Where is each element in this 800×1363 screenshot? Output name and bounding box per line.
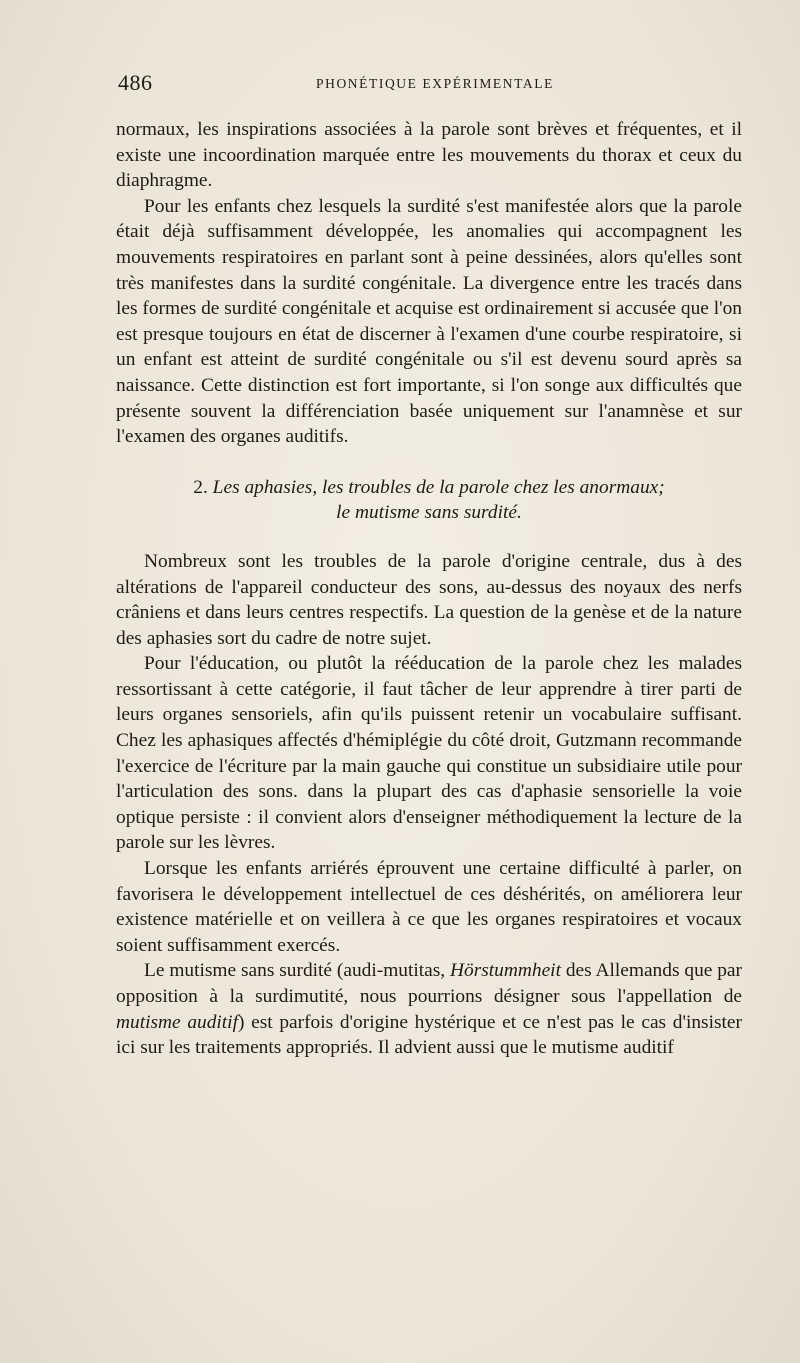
paragraph-education: Pour l'éducation, ou plutôt la rééducation de la parole chez les malades ressortissant à cette catégorie, il faut tâcher de leur apprendre à tirer parti de leurs organes sensoriels, afin qu'ils puissent retenir un vocabulaire suffisant. Chez les aphasiques affectés d'hémiplégie du côté droit, Gutzmann recommande l'exercice de l'écriture par la main gauche qui constitue un subsidiaire utile pour l'articulation des sons. dans la plupart des cas d'aphasie sensorielle la voie optique persiste : il convient alors d'enseigner méthodiquement la lecture de la parole sur les lèvres.	[116, 653, 742, 854]
paragraph-continued: normaux, les inspirations associées à la parole sont brèves et fréquentes, et il existe une incoordination marquée entre les mouvements du thorax et ceux du diaphragme.	[116, 119, 742, 192]
section-heading-line1	[116, 475, 742, 501]
mutisme-term-auditif: mutisme auditif	[116, 1011, 238, 1033]
paragraph-mutisme	[116, 958, 742, 1060]
mutisme-text-3: ) est parfois d'origine hystérique et ce n'est pas le cas d'insister ici sur les traitements appropriés. Il advient aussi que le mutisme auditif	[116, 1011, 742, 1059]
section-title-line1: Les aphasies, les troubles de la parole chez les anormaux;	[212, 476, 665, 498]
mutisme-term-horstummheit: Hörstummheit	[450, 960, 561, 982]
mutisme-text-2: des Allemands que par opposition à la surdimutité, nous pourrions désigner sous l'appellation de	[116, 960, 742, 1007]
section-number: 2.	[193, 476, 208, 498]
body-text	[116, 117, 742, 1061]
page-number: 486	[118, 70, 153, 95]
paragraph-troubles: Nombreux sont les troubles de la parole d'origine centrale, dus à des altérations de l'appareil conducteur des sons, au-dessus des noyaux des nerfs crâniens et dans leurs centres respectifs. La question de la genèse et de la nature des aphasies sort du cadre de notre sujet.	[116, 550, 742, 649]
section-title-line2: le mutisme sans surdité.	[336, 502, 522, 524]
running-header	[118, 70, 738, 102]
paragraph-arrieres: Lorsque les enfants arriérés éprouvent une certaine difficulté à parler, on favorisera le développement intellectuel de ces déshérités, on améliorera leur existence matérielle et on veillera à ce que les organes respiratoires et vocaux soient suffisamment exercés.	[116, 858, 742, 956]
section-heading	[116, 475, 742, 526]
paragraph-surdite: Pour les enfants chez lesquels la surdité s'est manifestée alors que la parole était déjà suffisamment développée, les anomalies qui accompagnent les mouvements respiratoires en parlant sont à peine dessinées, alors qu'elles sont très manifestes dans la surdité congénitale. La divergence entre les tracés dans les formes de surdité congénitale et acquise est ordinairement si accusée que l'on est presque toujours en état de discerner à l'examen d'une courbe respiratoire, si un enfant est atteint de surdité congénitale ou s'il est devenu sourd après sa naissance. Cette distinction est fort importante, si l'on songe aux difficultés que présente souvent la différenciation basée uniquement sur l'anamnèse et sur l'examen des organes auditifs.	[116, 195, 742, 448]
mutisme-text-1: Le mutisme sans surdité (audi-mutitas,	[144, 960, 450, 982]
running-title: PHONÉTIQUE EXPÉRIMENTALE	[316, 76, 554, 91]
